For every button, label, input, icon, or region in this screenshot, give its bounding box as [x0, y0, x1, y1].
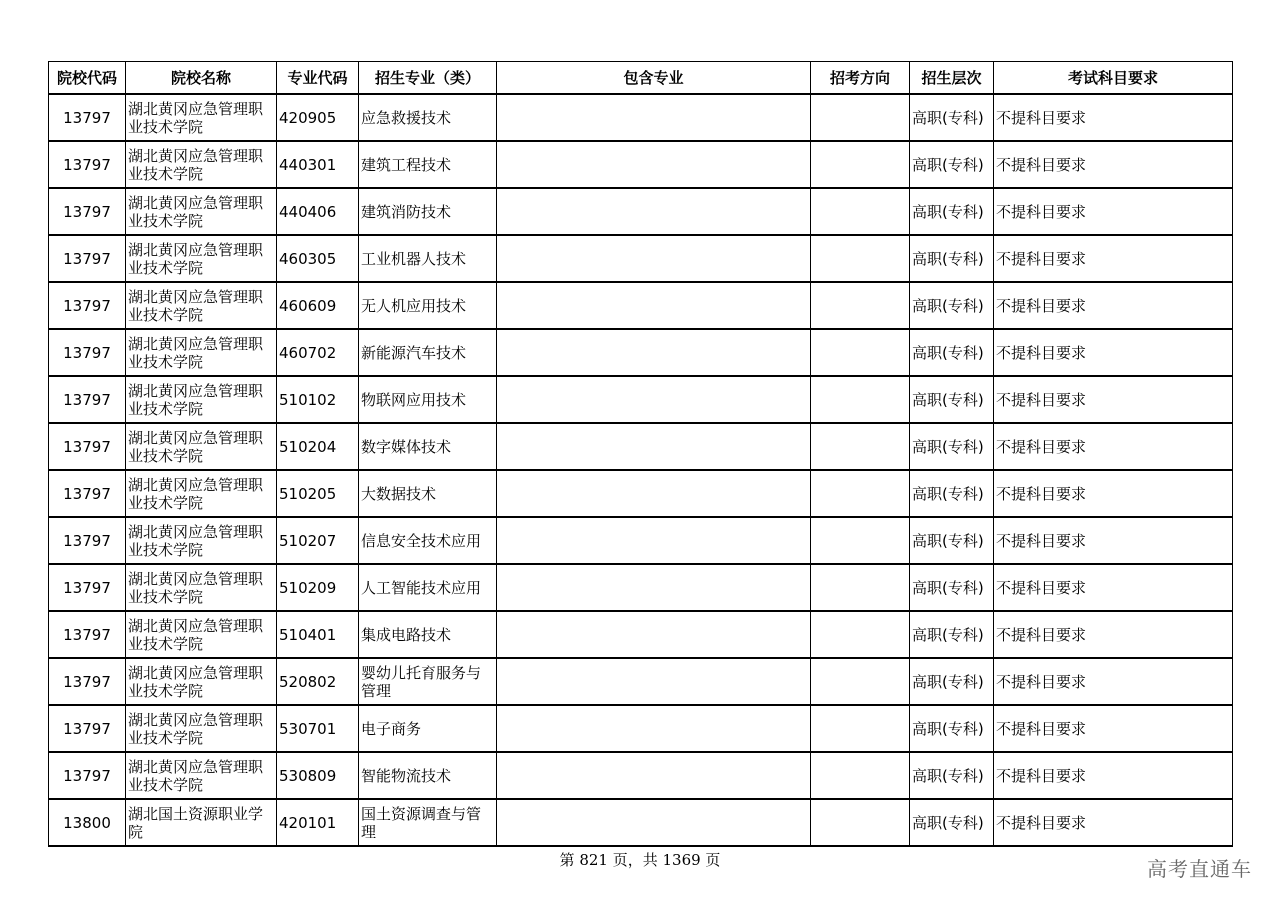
watermark: 高考直通车 [1147, 857, 1252, 881]
cell-school-code: 13797 [49, 423, 126, 470]
cell-included-majors [497, 470, 811, 517]
cell-school-name: 湖北黄冈应急管理职业技术学院 [126, 329, 277, 376]
cell-level: 高职(专科) [910, 752, 994, 799]
cell-major: 无人机应用技术 [359, 282, 497, 329]
cell-major-code: 420905 [277, 94, 359, 141]
header-row [49, 62, 1233, 95]
cell-major: 智能物流技术 [359, 752, 497, 799]
cell-school-code: 13797 [49, 141, 126, 188]
cell-school-code: 13797 [49, 235, 126, 282]
cell-school-code: 13797 [49, 376, 126, 423]
cell-level: 高职(专科) [910, 376, 994, 423]
cell-requirement: 不提科目要求 [994, 94, 1233, 141]
cell-requirement: 不提科目要求 [994, 282, 1233, 329]
cell-major: 信息安全技术应用 [359, 517, 497, 564]
cell-school-name: 湖北黄冈应急管理职业技术学院 [126, 94, 277, 141]
cell-level: 高职(专科) [910, 517, 994, 564]
cell-major-code: 460609 [277, 282, 359, 329]
header-school-name: 院校名称 [126, 62, 277, 95]
cell-included-majors [497, 423, 811, 470]
cell-major-code: 510205 [277, 470, 359, 517]
cell-major-code: 510204 [277, 423, 359, 470]
header-direction: 招考方向 [811, 62, 910, 95]
cell-level: 高职(专科) [910, 141, 994, 188]
cell-level: 高职(专科) [910, 235, 994, 282]
cell-included-majors [497, 235, 811, 282]
cell-school-name: 湖北国土资源职业学院 [126, 799, 277, 846]
table-row [49, 705, 1233, 752]
cell-school-name: 湖北黄冈应急管理职业技术学院 [126, 658, 277, 705]
cell-included-majors [497, 376, 811, 423]
cell-school-name: 湖北黄冈应急管理职业技术学院 [126, 376, 277, 423]
table-row [49, 799, 1233, 846]
cell-school-name: 湖北黄冈应急管理职业技术学院 [126, 235, 277, 282]
cell-requirement: 不提科目要求 [994, 611, 1233, 658]
cell-school-name: 湖北黄冈应急管理职业技术学院 [126, 423, 277, 470]
cell-major: 国土资源调查与管理 [359, 799, 497, 846]
cell-direction [811, 423, 910, 470]
cell-school-code: 13797 [49, 94, 126, 141]
header-requirement: 考试科目要求 [994, 62, 1233, 95]
cell-requirement: 不提科目要求 [994, 141, 1233, 188]
cell-major: 物联网应用技术 [359, 376, 497, 423]
table-row [49, 282, 1233, 329]
cell-school-name: 湖北黄冈应急管理职业技术学院 [126, 564, 277, 611]
enrollment-table [48, 61, 1233, 847]
cell-requirement: 不提科目要求 [994, 658, 1233, 705]
cell-level: 高职(专科) [910, 799, 994, 846]
cell-included-majors [497, 188, 811, 235]
cell-included-majors [497, 282, 811, 329]
header-level: 招生层次 [910, 62, 994, 95]
cell-major: 数字媒体技术 [359, 423, 497, 470]
cell-direction [811, 470, 910, 517]
cell-direction [811, 94, 910, 141]
cell-included-majors [497, 705, 811, 752]
table-row [49, 141, 1233, 188]
cell-major-code: 420101 [277, 799, 359, 846]
table-row [49, 235, 1233, 282]
table-row [49, 564, 1233, 611]
cell-school-name: 湖北黄冈应急管理职业技术学院 [126, 705, 277, 752]
cell-school-code: 13800 [49, 799, 126, 846]
cell-level: 高职(专科) [910, 658, 994, 705]
cell-requirement: 不提科目要求 [994, 752, 1233, 799]
cell-major: 新能源汽车技术 [359, 329, 497, 376]
cell-major-code: 510401 [277, 611, 359, 658]
table-row [49, 517, 1233, 564]
cell-included-majors [497, 564, 811, 611]
header-major: 招生专业（类） [359, 62, 497, 95]
cell-major-code: 530809 [277, 752, 359, 799]
table-row [49, 611, 1233, 658]
cell-included-majors [497, 799, 811, 846]
cell-major-code: 510207 [277, 517, 359, 564]
cell-school-code: 13797 [49, 470, 126, 517]
cell-direction [811, 611, 910, 658]
table-row [49, 658, 1233, 705]
table-row [49, 188, 1233, 235]
cell-major: 人工智能技术应用 [359, 564, 497, 611]
cell-major: 工业机器人技术 [359, 235, 497, 282]
cell-requirement: 不提科目要求 [994, 188, 1233, 235]
cell-level: 高职(专科) [910, 188, 994, 235]
cell-school-code: 13797 [49, 517, 126, 564]
cell-direction [811, 752, 910, 799]
cell-level: 高职(专科) [910, 329, 994, 376]
cell-level: 高职(专科) [910, 94, 994, 141]
cell-level: 高职(专科) [910, 282, 994, 329]
cell-school-code: 13797 [49, 611, 126, 658]
cell-school-name: 湖北黄冈应急管理职业技术学院 [126, 470, 277, 517]
table-row [49, 470, 1233, 517]
cell-school-code: 13797 [49, 752, 126, 799]
cell-included-majors [497, 329, 811, 376]
table-row [49, 94, 1233, 141]
cell-direction [811, 705, 910, 752]
table-row [49, 752, 1233, 799]
cell-requirement: 不提科目要求 [994, 470, 1233, 517]
cell-school-name: 湖北黄冈应急管理职业技术学院 [126, 517, 277, 564]
cell-school-name: 湖北黄冈应急管理职业技术学院 [126, 188, 277, 235]
table-row [49, 376, 1233, 423]
cell-major-code: 460305 [277, 235, 359, 282]
cell-direction [811, 517, 910, 564]
cell-school-code: 13797 [49, 282, 126, 329]
cell-school-code: 13797 [49, 564, 126, 611]
cell-requirement: 不提科目要求 [994, 564, 1233, 611]
cell-direction [811, 141, 910, 188]
cell-level: 高职(专科) [910, 423, 994, 470]
cell-major-code: 530701 [277, 705, 359, 752]
table-row [49, 423, 1233, 470]
cell-direction [811, 188, 910, 235]
cell-major: 建筑消防技术 [359, 188, 497, 235]
cell-school-name: 湖北黄冈应急管理职业技术学院 [126, 282, 277, 329]
cell-major-code: 510102 [277, 376, 359, 423]
cell-major-code: 440406 [277, 188, 359, 235]
table-row [49, 329, 1233, 376]
cell-direction [811, 282, 910, 329]
cell-major: 集成电路技术 [359, 611, 497, 658]
cell-direction [811, 235, 910, 282]
cell-direction [811, 799, 910, 846]
table-body [49, 94, 1233, 846]
cell-school-code: 13797 [49, 329, 126, 376]
cell-requirement: 不提科目要求 [994, 705, 1233, 752]
cell-major-code: 510209 [277, 564, 359, 611]
cell-included-majors [497, 752, 811, 799]
header-major-code: 专业代码 [277, 62, 359, 95]
cell-school-code: 13797 [49, 658, 126, 705]
cell-requirement: 不提科目要求 [994, 423, 1233, 470]
cell-included-majors [497, 658, 811, 705]
cell-school-name: 湖北黄冈应急管理职业技术学院 [126, 611, 277, 658]
cell-level: 高职(专科) [910, 470, 994, 517]
cell-requirement: 不提科目要求 [994, 517, 1233, 564]
cell-school-code: 13797 [49, 705, 126, 752]
cell-requirement: 不提科目要求 [994, 376, 1233, 423]
cell-requirement: 不提科目要求 [994, 799, 1233, 846]
header-included-majors: 包含专业 [497, 62, 811, 95]
cell-major: 大数据技术 [359, 470, 497, 517]
header-school-code: 院校代码 [49, 62, 126, 95]
cell-level: 高职(专科) [910, 611, 994, 658]
cell-level: 高职(专科) [910, 705, 994, 752]
cell-school-code: 13797 [49, 188, 126, 235]
cell-included-majors [497, 141, 811, 188]
page-number: 第 821 页，共 1369 页 [559, 851, 721, 869]
cell-major-code: 460702 [277, 329, 359, 376]
cell-requirement: 不提科目要求 [994, 235, 1233, 282]
cell-direction [811, 376, 910, 423]
cell-direction [811, 564, 910, 611]
table-header [49, 62, 1233, 95]
cell-major: 电子商务 [359, 705, 497, 752]
cell-major-code: 520802 [277, 658, 359, 705]
cell-major: 建筑工程技术 [359, 141, 497, 188]
cell-major-code: 440301 [277, 141, 359, 188]
cell-level: 高职(专科) [910, 564, 994, 611]
cell-school-name: 湖北黄冈应急管理职业技术学院 [126, 752, 277, 799]
cell-requirement: 不提科目要求 [994, 329, 1233, 376]
cell-direction [811, 658, 910, 705]
cell-included-majors [497, 517, 811, 564]
cell-included-majors [497, 611, 811, 658]
cell-included-majors [497, 94, 811, 141]
cell-major: 应急救援技术 [359, 94, 497, 141]
cell-direction [811, 329, 910, 376]
cell-school-name: 湖北黄冈应急管理职业技术学院 [126, 141, 277, 188]
cell-major: 婴幼儿托育服务与管理 [359, 658, 497, 705]
